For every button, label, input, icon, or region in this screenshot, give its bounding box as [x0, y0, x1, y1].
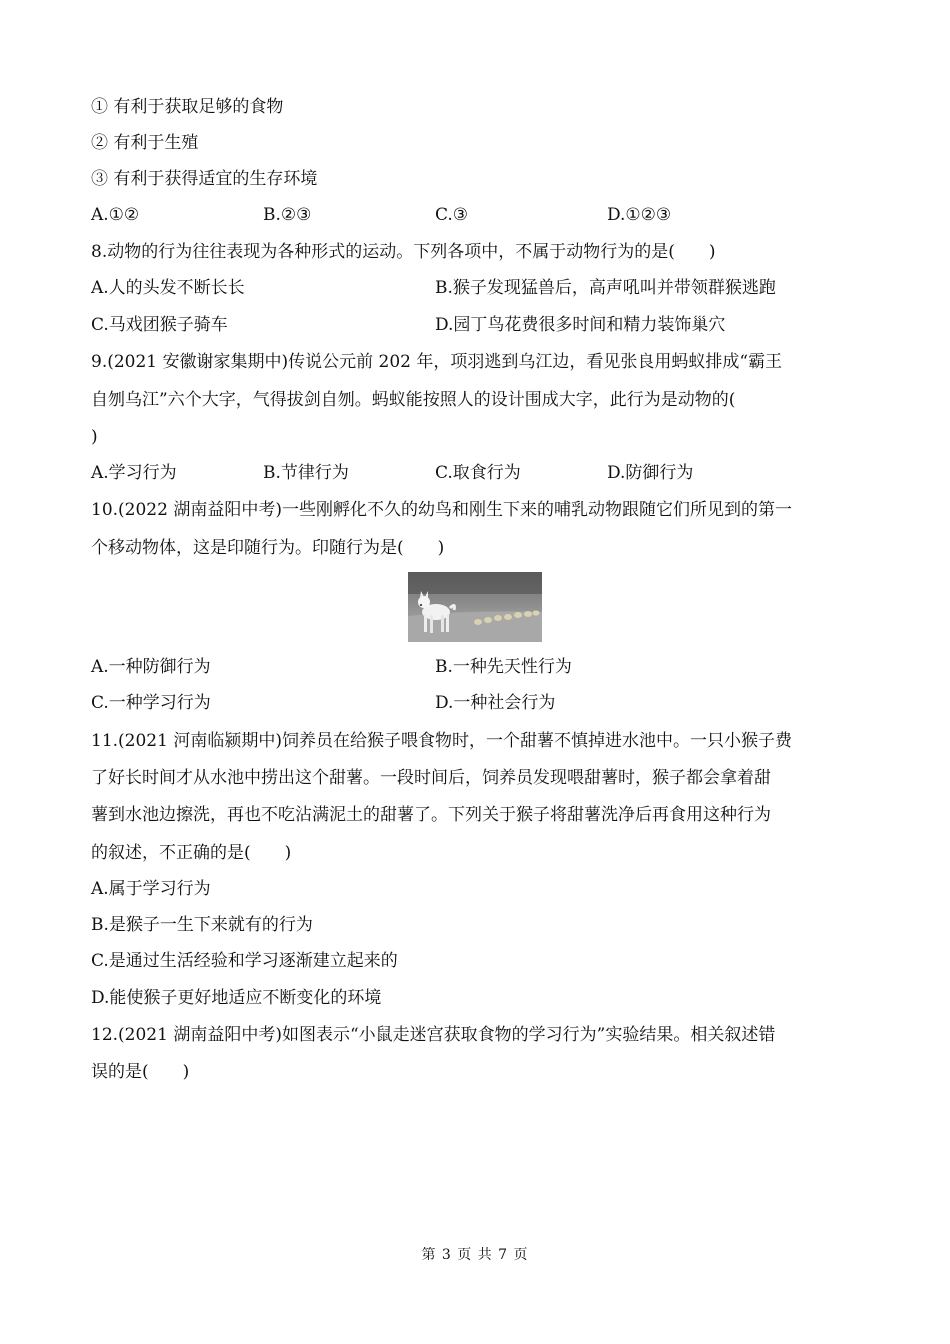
q11-option-d: D.能使猴子更好地适应不断变化的环境 — [91, 988, 382, 1008]
q9-stem-line-2: 自刎乌江”六个大字，气得拔剑自刎。蚂蚁能按照人的设计围成大字，此行为是动物的( — [91, 390, 736, 410]
q9-option-b: B.节律行为 — [263, 463, 349, 483]
q9-option-a: A.学习行为 — [91, 463, 177, 483]
photo-foliage — [408, 572, 542, 594]
q11-stem-line-4: 的叙述，不正确的是( ) — [91, 843, 292, 863]
q11-option-c: C.是通过生活经验和学习逐渐建立起来的 — [91, 951, 398, 971]
q9-stem-line-3: ) — [91, 427, 98, 447]
q7-option-a: A.①② — [91, 205, 140, 225]
q11-option-a: A.属于学习行为 — [91, 879, 211, 899]
q7-item-2: ② 有利于生殖 — [91, 133, 199, 153]
q7-option-b: B.②③ — [263, 205, 312, 225]
q10-option-a: A.一种防御行为 — [91, 657, 211, 677]
q8-option-a: A.人的头发不断长长 — [91, 278, 245, 298]
q7-option-c: C.③ — [435, 205, 469, 225]
q7-item-3: ③ 有利于获得适宜的生存环境 — [91, 169, 318, 189]
q10-option-c: C.一种学习行为 — [91, 693, 211, 713]
q7-option-d: D.①②③ — [607, 205, 672, 225]
q11-stem-line-3: 薯到水池边擦洗，再也不吃沾满泥土的甜薯了。下列关于猴子将甜薯洗净后再食用这种行为 — [91, 805, 771, 825]
q9-stem-line-1: 9.(2021 安徽谢家集期中)传说公元前 202 年，项羽逃到乌江边，看见张良用蚂蚁排成“霸王 — [91, 352, 783, 372]
q7-item-1: ① 有利于获取足够的食物 — [91, 97, 284, 117]
q9-option-c: C.取食行为 — [435, 463, 521, 483]
q11-option-b: B.是猴子一生下来就有的行为 — [91, 915, 313, 935]
q8-option-d: D.园丁鸟花费很多时间和精力装饰巢穴 — [435, 315, 726, 335]
q8-stem: 8.动物的行为往往表现为各种形式的运动。下列各项中，不属于动物行为的是( ) — [91, 242, 716, 262]
q12-stem-line-2: 误的是( ) — [91, 1062, 190, 1082]
dog-ducklings-photo — [408, 572, 542, 642]
q12-stem-line-1: 12.(2021 湖南益阳中考)如图表示“小鼠走迷宫获取食物的学习行为”实验结果。相关叙述错 — [91, 1025, 776, 1045]
q11-stem-line-1: 11.(2021 河南临颍期中)饲养员在给猴子喂食物时，一个甜薯不慎掉进水池中。一只小猴子费 — [91, 731, 792, 751]
q8-option-c: C.马戏团猴子骑车 — [91, 315, 228, 335]
q10-stem-line-2: 个移动物体，这是印随行为。印随行为是( ) — [91, 538, 445, 558]
q10-stem-line-1: 10.(2022 湖南益阳中考)一些刚孵化不久的幼鸟和刚生下来的哺乳动物跟随它们所见到的第一 — [91, 500, 792, 520]
page-footer: 第 3 页 共 7 页 — [421, 1247, 529, 1263]
q9-option-d: D.防御行为 — [607, 463, 694, 483]
q10-option-d: D.一种社会行为 — [435, 693, 556, 713]
q11-stem-line-2: 了好长时间才从水池中捞出这个甜薯。一段时间后，饲养员发现喂甜薯时，猴子都会拿着甜 — [91, 768, 771, 788]
q8-option-b: B.猴子发现猛兽后，高声吼叫并带领群猴逃跑 — [435, 278, 776, 298]
q10-option-b: B.一种先天性行为 — [435, 657, 572, 677]
